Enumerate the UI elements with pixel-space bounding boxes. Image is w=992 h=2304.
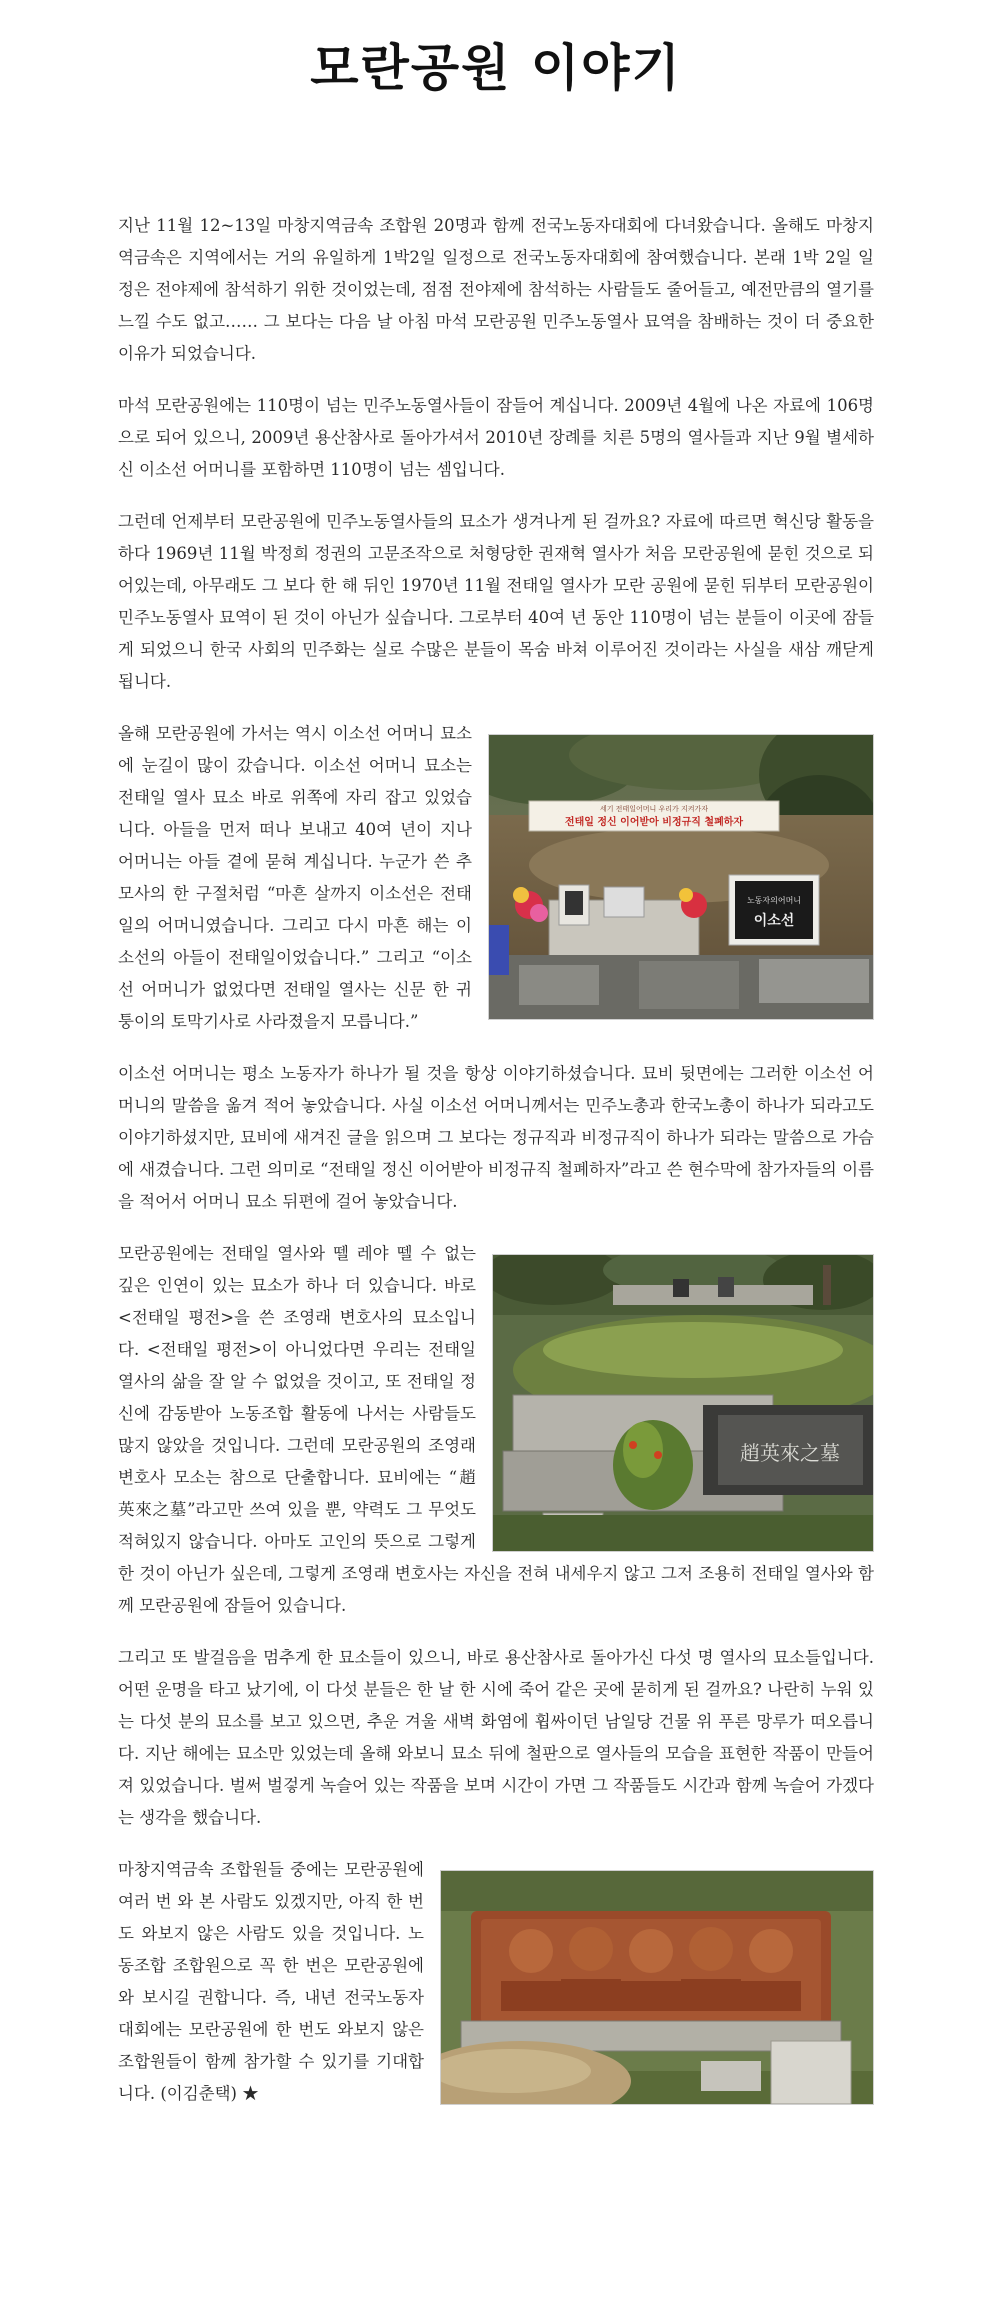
photo-lee-soseon-tomb-image [489, 735, 873, 1019]
tomb-inscription-line1: 노동자의어머니 [746, 896, 802, 905]
section-lee-soseon [118, 718, 874, 1058]
paragraph-7: 그리고 또 발걸음을 멈추게 한 묘소들이 있으니, 바로 용산참사로 돌아가신 다섯 명 열사의 묘소들입니다. 어떤 운명을 타고 났기에, 이 다섯 분들은 한 날 한 시에 죽어 같은 곳에 묻히게 된 걸까요? 나란히 누워 있는 다섯 분의 묘소를 보고 있으면, 추운 겨울 새벽 화염에 휩싸이던 남일당 건물 위 푸른 망루가 떠오릅니다. 지난 해에는 묘소만 있었는데 올해 와보니 묘소 뒤에 철판으로 열사들의 모습을 표현한 작품이 만들어져 있었습니다. 벌써 벌겋게 녹슬어 있는 작품을 보며 시간이 가면 그 작품들도 시간과 함께 녹슬어 가겠다는 생각을 했습니다. [118, 1648, 874, 1827]
paragraph-3: 그런데 언제부터 모란공원에 민주노동열사들의 묘소가 생겨나게 된 걸까요? 자료에 따르면 혁신당 활동을 하다 1969년 11월 박정희 정권의 고문조작으로 처형당한 권재혁 열사가 처음 모란공원에 묻힌 것으로 되어있는데, 아무래도 그 보다 한 해 뒤인 1970년 11월 전태일 열사가 모란 공원에 묻힌 뒤부터 모란공원이 민주노동열사 묘역이 된 것이 아닌가 싶습니다. 그로부터 40여 년 동안 110명이 넘는 분들이 이곳에 잠들게 되었으니 한국 사회의 민주화는 실로 수많은 분들이 목숨 바쳐 이루어진 것이라는 사실을 새삼 깨닫게 됩니다. [118, 512, 874, 691]
paragraph-1: 지난 11월 12~13일 마창지역금속 조합원 20명과 함께 전국노동자대회에 다녀왔습니다. 올해도 마창지역금속은 지역에서는 거의 유일하게 1박2일 일정으로 전국노동자대회에 참여했습니다. 본래 1박 2일 일정은 전야제에 참석하기 위한 것이었는데, 점점 전야제에 참석하는 사람들도 줄어들고, 예전만큼의 열기를 느낄 수도 없고…… 그 보다는 다음 날 아침 마석 모란공원 민주노동열사 묘역을 참배하는 것이 더 중요한 이유가 되었습니다. [118, 216, 874, 363]
photo-lee-soseon-tomb [488, 734, 874, 1020]
paragraph-5: 이소선 어머니는 평소 노동자가 하나가 될 것을 항상 이야기하셨습니다. 묘비 뒷면에는 그러한 이소선 어머니의 말씀을 옮겨 적어 놓았습니다. 사실 이소선 어머니께서는 민주노총과 한국노총이 하나가 되라고도 이야기하셨지만, 묘비에 새겨진 글을 읽으며 그 보다는 정규직과 비정규직이 하나가 되라는 말씀으로 가슴에 새겼습니다. 그런 의미로 “전태일 정신 이어받아 비정규직 철폐하자”라고 쓴 현수막에 참가자들의 이름을 적어서 어머니 묘소 뒤편에 걸어 놓았습니다. [118, 1064, 874, 1211]
photo-yongsan-memorial [440, 1870, 874, 2105]
section-closing [118, 1854, 874, 2130]
section-cho-youngrae [118, 1238, 874, 1642]
tomb-inscription-line2: 이소선 [753, 913, 795, 929]
banner-text: 전태일 정신 이어받아 비정규직 철폐하자 [564, 817, 744, 828]
paragraph-8: 마창지역금속 조합원들 중에는 모란공원에 여러 번 와 본 사람도 있겠지만, 아직 한 번도 와보지 않은 사람도 있을 것입니다. 노동조합 조합원으로 꼭 한 번은 모란공원에 와 보시길 권합니다. 즉, 내년 전국노동자대회에는 모란공원에 한 번도 와보지 않은 조합원들이 함께 참가할 수 있기를 기대합니다. (이김춘택) ★ [118, 1860, 424, 2103]
page-title: 모란공원 이야기 [310, 39, 682, 97]
photo-cho-youngrae-tomb-image [493, 1255, 873, 1551]
banner-top-text: 세기 전태일어머니 우리가 지켜가자 [599, 805, 709, 813]
photo-yongsan-memorial-image [441, 1871, 873, 2104]
photo-cho-youngrae-tomb [492, 1254, 874, 1552]
paragraph-6: 모란공원에는 전태일 열사와 뗄 레야 뗄 수 없는 깊은 인연이 있는 묘소가 하나 더 있습니다. 바로 <전태일 평전>을 쓴 조영래 변호사의 묘소입니다. <전태일 평전>이 아니었다면 우리는 전태일 열사의 삶을 잘 알 수 없었을 것이고, 또 전태일 정신에 감동받아 노동조합 활동에 나서는 사람들도 많지 않았을 것입니다. 그런데 모란공원의 조영래 변호사 모소는 참으로 단출합니다. 묘비에는 “趙英來之墓”라고만 쓰여 있을 뿐, 약력도 그 무엇도 적혀있지 않습니다. 아마도 고인의 뜻으로 그렇게 한 것이 아닌가 싶은데, 그렇게 조영래 변호사는 자신을 전혀 내세우지 않고 그저 조용히 전태일 열사와 함께 모란공원에 잠들어 있습니다. [118, 1244, 874, 1615]
paragraph-4: 올해 모란공원에 가서는 역시 이소선 어머니 묘소에 눈길이 많이 갔습니다. 이소선 어머니 묘소는 전태일 열사 묘소 바로 위쪽에 자리 잡고 있었습니다. 아들을 먼저 떠나 보내고 40여 년이 지나 어머니는 아들 곁에 묻혀 계십니다. 누군가 쓴 추모사의 한 구절처럼 “마흔 살까지 이소선은 전태일의 어머니였습니다. 그리고 다시 마흔 해는 이소선의 아들이 전태일이었습니다.” 그리고 “이소선 어머니가 없었다면 전태일 열사는 신문 한 귀퉁이의 토막기사로 사라졌을지 모릅니다.” [118, 724, 472, 1031]
tomb-inscription: 趙英來之墓 [740, 1441, 840, 1465]
paragraph-2: 마석 모란공원에는 110명이 넘는 민주노동열사들이 잠들어 계십니다. 2009년 4월에 나온 자료에 106명으로 되어 있으니, 2009년 용산참사로 돌아가셔서 2010년 장례를 치른 5명의 열사들과 지난 9월 별세하신 이소선 어머니를 포함하면 110명이 넘는 셈입니다. [118, 396, 874, 479]
article-body [118, 210, 874, 2130]
